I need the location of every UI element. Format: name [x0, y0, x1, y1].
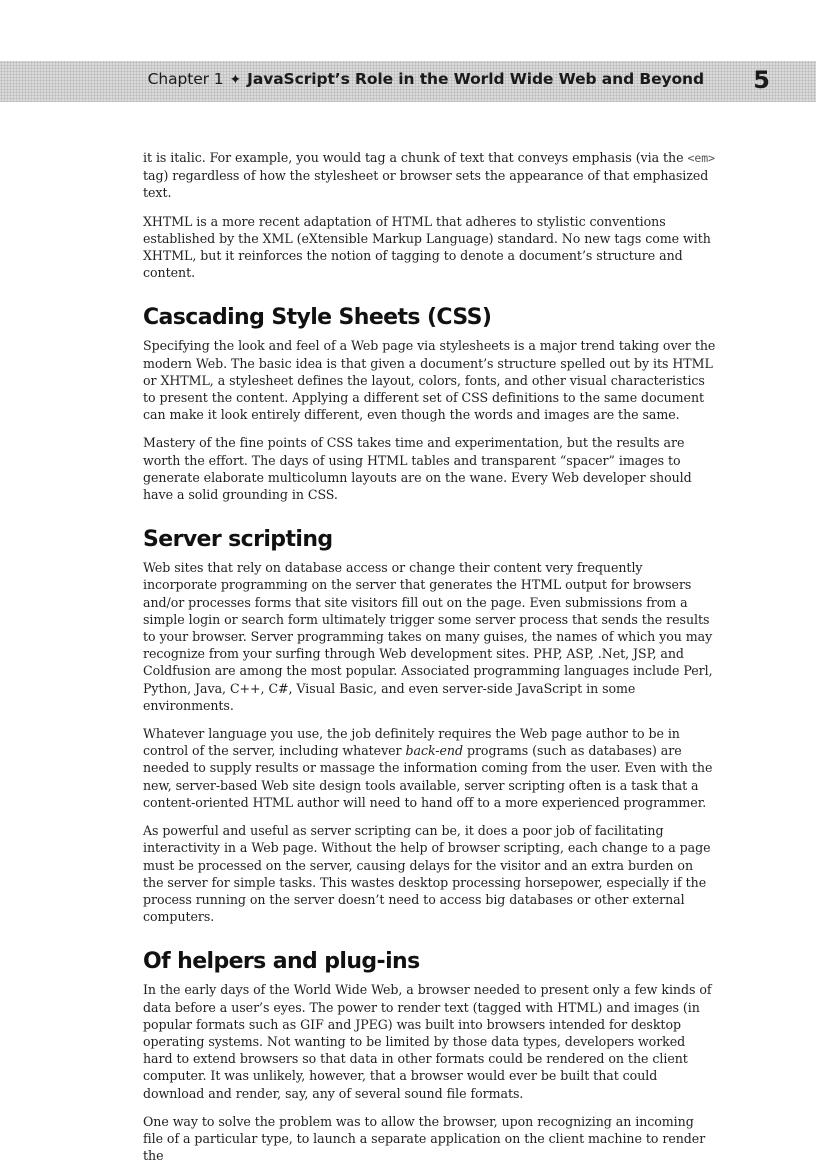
- paragraph: Specifying the look and feel of a Web page via stylesheets is a major trend taking over the modern Web. The basic idea is that given a document’s structure spelled out by its HTML or XHTML, a stylesheet defines the layout, colors, fonts, and other visual characteristics to present the content. Applying a different set of CSS definitions to the same document can make it look entirely different, even though the words and images are the same.: [143, 338, 716, 423]
- inline-code: <em>: [687, 151, 715, 165]
- text-run: it is italic. For example, you would tag a chunk of text that conveys emphasis (via the: [143, 150, 688, 165]
- section-heading-css: Cascading Style Sheets (CSS): [143, 305, 492, 331]
- page-body: [143, 149, 717, 1175]
- paragraph: As powerful and useful as server scripting can be, it does a poor job of facilitating interactivity in a Web page. Without the help of browser scripting, each change to a page must be processed on the server, causing delays for the visitor and an extra burden on the server for simple tasks. This wastes desktop processing horsepower, especially if the process running on the server doesn’t need to access big databases or other external computers.: [143, 823, 711, 925]
- section-heading-helpers-plugins: Of helpers and plug-ins: [143, 949, 420, 975]
- paragraph: [143, 725, 717, 811]
- paragraph: Web sites that rely on database access or change their content very frequently incorporate programming on the server that generates the HTML output for browsers and/or processes forms that site visitors fill out on the page. Even submissions from a simple login or search form ultimately trigger some server process that sends the results to your browser. Server programming takes on many guises, the names of which you may recognize from your surfing through Web development sites. PHP, ASP, .Net, JSP, and Coldfusion are among the most popular. Associated programming languages include Perl, Python, Java, C++, C#, Visual Basic, and even server-side JavaScript in some environments.: [143, 560, 713, 713]
- page-number: 5: [753, 66, 770, 94]
- emphasis: back-end: [405, 743, 463, 759]
- text-run: programs (such as databases) are needed to supply results or massage the information coming from the user. Even with the new, server-based Web site design tools available, server scripting often is a task that a content-oriented HTML author will need to hand off to a more experienced programmer.: [143, 743, 713, 810]
- section-heading-server-scripting: Server scripting: [143, 527, 333, 553]
- paragraph: In the early days of the World Wide Web, a browser needed to present only a few kinds of data before a user’s eyes. The power to render text (tagged with HTML) and images (in popular formats such as GIF and JPEG) was built into browsers intended for desktop operating systems. Not wanting to be limited by those data types, developers worked hard to extend browsers so that data in other formats could be rendered on the client computer. It was unlikely, however, that a browser would ever be built that could download and render, say, any of several sound file formats.: [143, 982, 712, 1101]
- paragraph: [143, 149, 717, 202]
- chapter-label: Chapter 1: [147, 70, 224, 88]
- text-run: Whatever language you use, the job definitely requires the Web page author to be in control of the server, including whatever: [143, 726, 680, 759]
- separator-icon: ✦: [229, 72, 242, 88]
- paragraph: One way to solve the problem was to allow the browser, upon recognizing an incoming file of a particular type, to launch a separate application on the client machine to render the: [143, 1113, 706, 1164]
- chapter-title: JavaScript’s Role in the World Wide Web and Beyond: [247, 70, 704, 88]
- paragraph: XHTML is a more recent adaptation of HTML that adheres to stylistic conventions established by the XML (eXtensible Markup Language) standard. No new tags come with XHTML, but it reinforces the notion of tagging to denote a document’s structure and content.: [143, 213, 711, 281]
- running-header: [148, 70, 704, 88]
- paragraph: Mastery of the fine points of CSS takes time and experimentation, but the results are worth the effort. The days of using HTML tables and transparent “spacer” images to generate elaborate multicolumn layouts are on the wane. Every Web developer should have a solid grounding in CSS.: [143, 435, 692, 503]
- text-run: tag) regardless of how the stylesheet or browser sets the appearance of that emphasized text.: [143, 168, 709, 201]
